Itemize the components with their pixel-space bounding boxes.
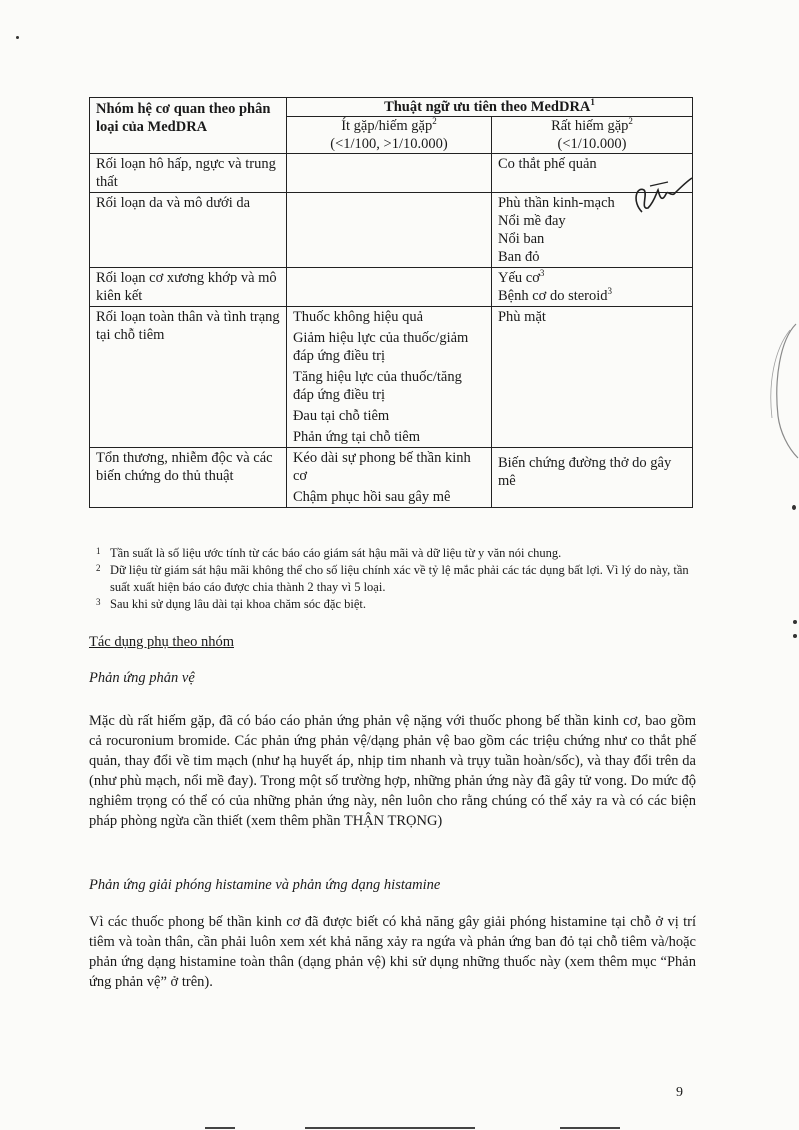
organ-class-header: Nhóm hệ cơ quan theo phân loại của MedDRA — [90, 98, 287, 154]
organ-cell: Tổn thương, nhiễm độc và các biến chứng do thủ thuật — [90, 448, 287, 508]
subsection-title-anaphylaxis: Phản ứng phản vệ — [89, 670, 195, 686]
very-rare-cell: Phù thần kinh-mạch Nổi mề đay Nổi ban Ban đỏ — [491, 193, 692, 268]
uncommon-cell — [286, 193, 491, 268]
scan-edge-line — [560, 1127, 620, 1129]
very-rare-cell: Biến chứng đường thở do gây mê — [491, 448, 692, 508]
table-row — [90, 193, 693, 268]
scan-mark — [793, 620, 797, 624]
handwritten-signature-icon — [628, 172, 698, 220]
footnotes — [96, 545, 696, 613]
table-row — [90, 268, 693, 307]
table-row — [90, 307, 693, 448]
footnote: 3 Sau khi sử dụng lâu dài tại khoa chăm sóc đặc biệt. — [96, 597, 367, 611]
paragraph-anaphylaxis: Mặc dù rất hiếm gặp, đã có báo cáo phản ứng phản vệ nặng với thuốc phong bế thần kinh cơ, bao gồm cả rocuronium bromide. Các phản ứng phản vệ/dạng phản vệ bao gồm các triệu chứng như co thắt phế quản, thay đổi về tim mạch (như hạ huyết áp, nhịp tim nhanh và trụy tuần hoàn/sốc), và thay đổi trên da (như phù mạch, nổi mề đay). Trong một số trường hợp, những phản ứng này đã gây tử vong. Do mức độ nghiêm trọng có thể có của những phản ứng này, nên luôn cho rằng chúng có thể xảy ra và có các biện pháp phòng ngừa cần thiết (xem thêm phần THẬN TRỌNG) — [89, 713, 696, 829]
paragraph-histamine: Vì các thuốc phong bế thần kinh cơ đã được biết có khả năng gây giải phóng histamine tại chỗ ở vị trí tiêm và toàn thân, cần phải luôn xem xét khả năng xảy ra ngứa và phản ứng ban đỏ tại chỗ tiêm và/hoặc phản ứng dạng histamine toàn thân (dạng phản vệ) khi sử dụng những thuốc này (xem thêm mục “Phản ứng phản vệ” ở trên). — [89, 914, 696, 990]
scan-edge-line — [305, 1127, 475, 1129]
organ-cell: Rối loạn cơ xương khớp và mô kiên kết — [90, 268, 287, 307]
uncommon-cell — [286, 268, 491, 307]
scan-edge-line — [205, 1127, 235, 1129]
page-number: 9 — [676, 1085, 683, 1100]
adverse-effects-table — [89, 97, 693, 508]
uncommon-header: Ít gặp/hiếm gặp$^2$ (<1/100, >1/10.000) — [286, 117, 491, 154]
very-rare-cell: Co thắt phế quản — [491, 154, 692, 193]
organ-cell: Rối loạn hô hấp, ngực và trung thất — [90, 154, 287, 193]
organ-cell: Rối loạn toàn thân và tình trạng tại chỗ tiêm — [90, 307, 287, 448]
stamp-edge-icon — [760, 320, 799, 460]
scan-mark — [792, 505, 796, 510]
table-row — [90, 448, 693, 508]
scan-mark — [16, 36, 19, 39]
uncommon-cell: Kéo dài sự phong bế thần kinh cơ Chậm phục hồi sau gây mê — [286, 448, 491, 508]
table-row — [90, 154, 693, 193]
section-title: Tác dụng phụ theo nhóm — [89, 634, 234, 650]
very-rare-cell: Yếu $cơ^3$ Bệnh cơ do steroid$^3$ — [491, 268, 692, 307]
footnote: 1 Tần suất là số liệu ước tính từ các báo cáo giám sát hậu mãi và dữ liệu từ y văn nói chung. — [96, 546, 562, 560]
very-rare-cell: Phù mặt — [491, 307, 692, 448]
meddra-term-header: Thuật ngữ ưu tiên theo MedDRA$^1$ — [286, 98, 692, 117]
table-header-row — [90, 98, 693, 117]
scan-mark — [793, 634, 797, 638]
uncommon-cell: Thuốc không hiệu quả Giảm hiệu lực của thuốc/giảm đáp ứng điều trị Tăng hiệu lực của thuốc/tăng đáp ứng điều trị Đau tại chỗ tiêm Phản ứng tại chỗ tiêm — [286, 307, 491, 448]
footnote: 2 Dữ liệu từ giám sát hậu mãi không thể cho số liệu chính xác về tỷ lệ mắc phải các tác dụng bất lợi. Vì lý do này, tần suất xuất hiện báo cáo được chia thành 2 thay vì 5 loại. — [96, 563, 689, 594]
uncommon-cell — [286, 154, 491, 193]
subsection-title-histamine: Phản ứng giải phóng histamine và phản ứng dạng histamine — [89, 877, 441, 893]
very-rare-header: Rất hiếm gặp$^2$ (<1/10.000) — [491, 117, 692, 154]
organ-cell: Rối loạn da và mô dưới da — [90, 193, 287, 268]
